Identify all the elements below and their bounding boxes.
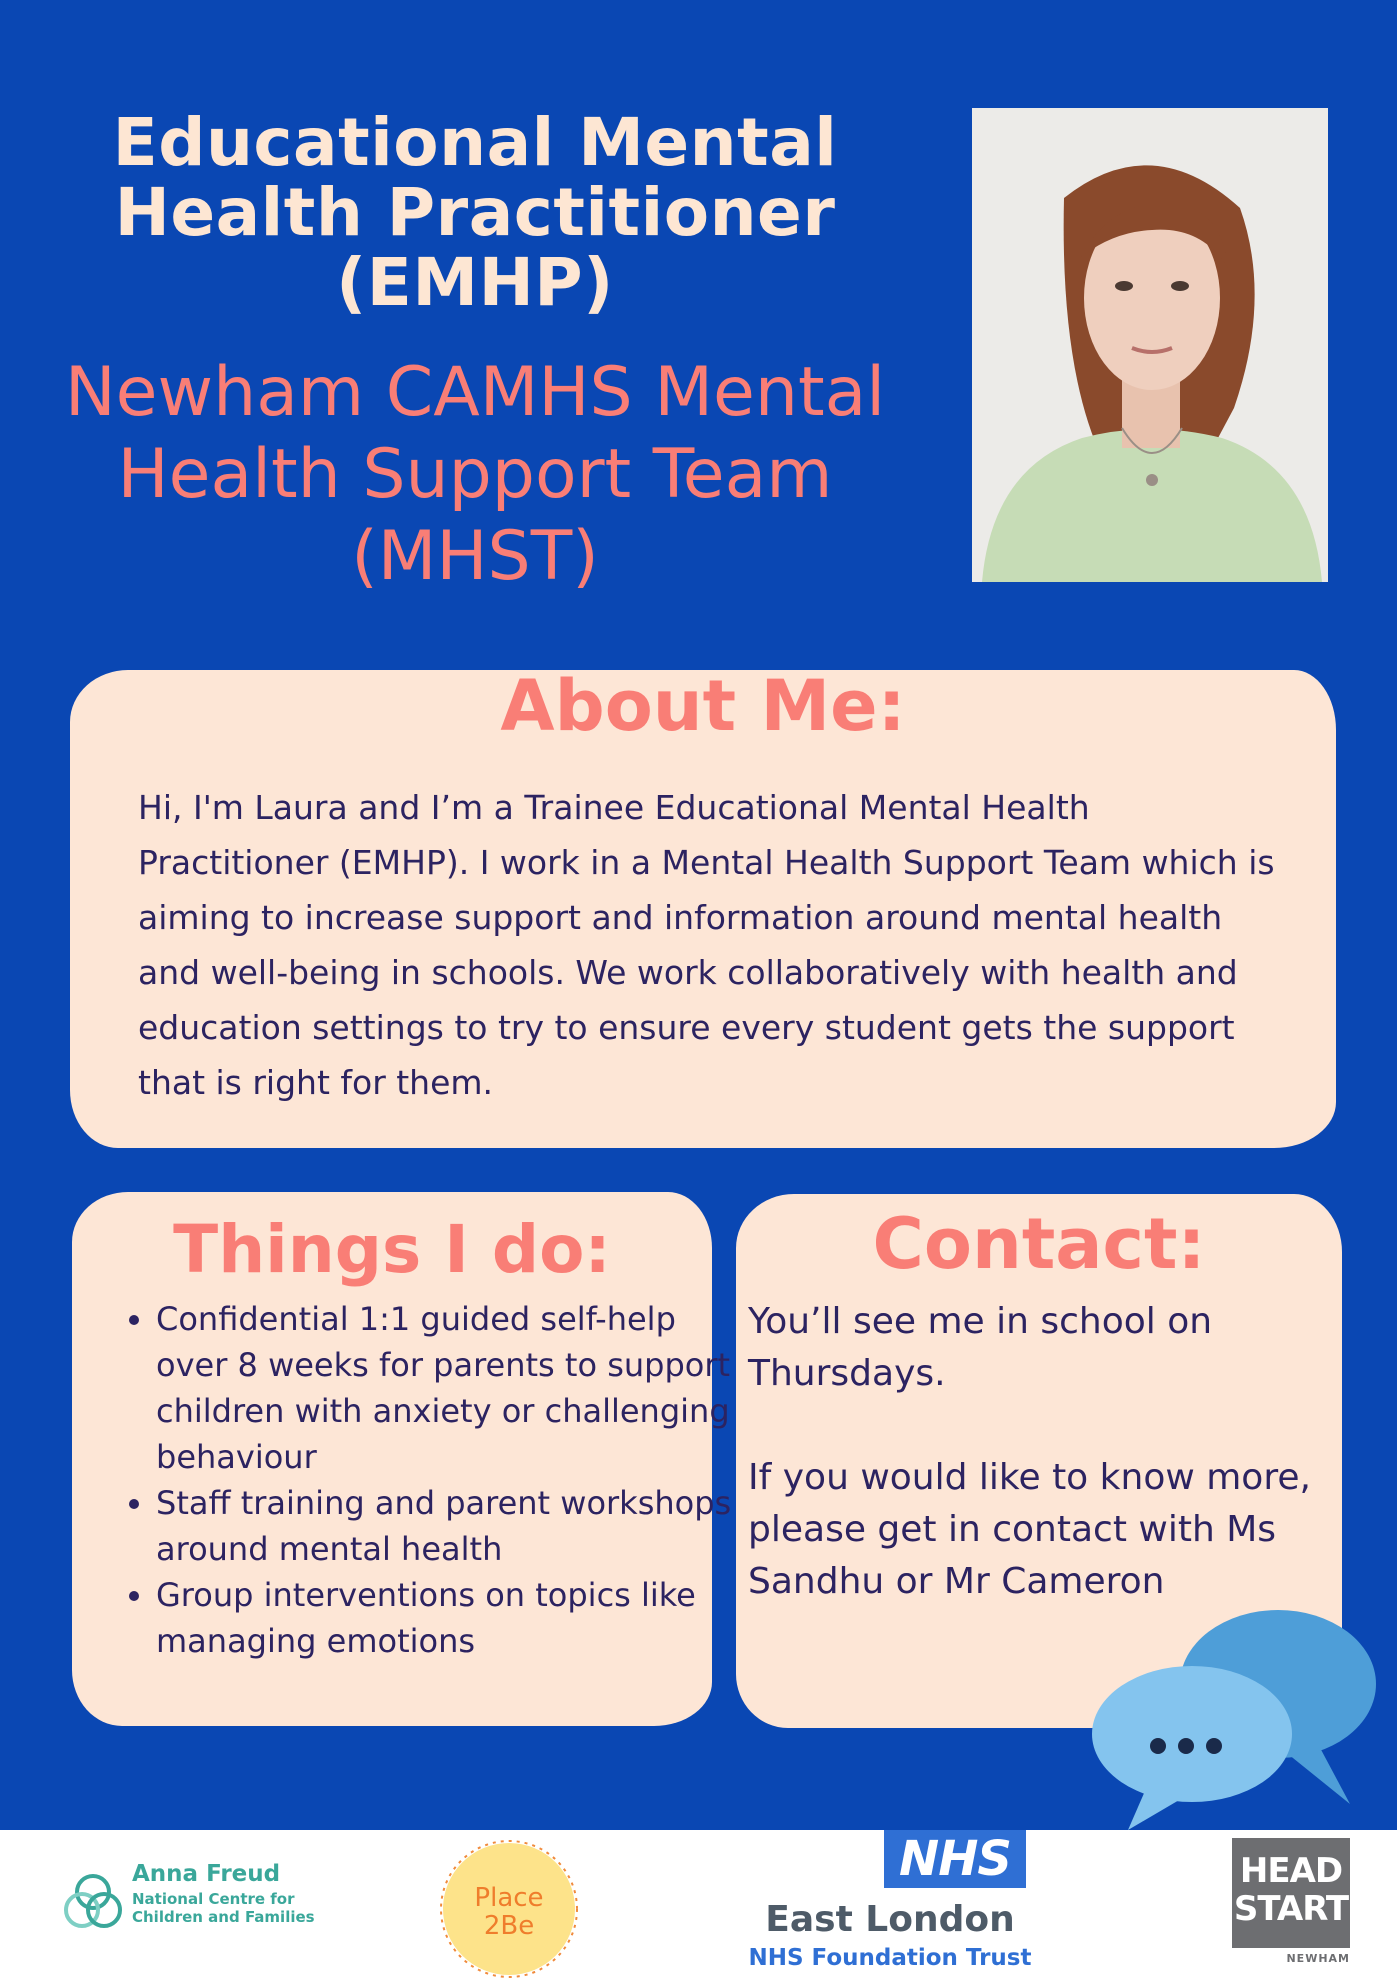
headstart-logo <box>1232 1838 1350 1972</box>
speech-bubbles-icon <box>1078 1604 1378 1834</box>
about-text: Hi, I'm Laura and I’m a Trainee Educational Mental Health Practitioner (EMHP). I work in a Mental Health Support Team which is aiming to increase support and information around mental health and well-being in schools. We work collaboratively with health and education settings to try to ensure every student gets the support that is right for them. <box>138 788 1275 1102</box>
things-card <box>72 1192 732 1726</box>
nhs-east-london-logo <box>740 1830 1040 1980</box>
nhs-badge: NHS <box>884 1830 1026 1888</box>
contact-schedule-text: You’ll see me in school on Thursdays. <box>748 1301 1213 1394</box>
anna-freud-knot-icon <box>62 1870 124 1932</box>
anna-freud-name: Anna Freud <box>132 1861 281 1887</box>
page-subtitle: Newham CAMHS Mental Health Support Team (MHST) <box>64 353 886 596</box>
anna-freud-logo <box>62 1860 332 1950</box>
partner-logos-footer <box>0 1830 1397 1980</box>
place2be-text: Place 2Be <box>474 1883 544 1941</box>
place2be-logo <box>434 1838 584 1980</box>
contact-info-text: If you would like to know more, please get in contact with Ms Sandhu or Mr Cameron <box>748 1457 1311 1602</box>
about-heading: About Me: <box>500 665 906 747</box>
things-heading: Things I do: <box>173 1211 611 1288</box>
profile-photo <box>972 108 1328 582</box>
anna-freud-subtitle: National Centre for Children and Families <box>132 1890 315 1926</box>
nhs-organisation: East London <box>765 1899 1015 1940</box>
about-card <box>70 665 1336 1148</box>
headstart-subtitle: NEWHAM <box>1286 1952 1350 1965</box>
page-title: Educational Mental Health Practitioner (EMHP) <box>112 104 838 321</box>
list-item: • Staff training and parent workshops around mental health <box>156 1480 746 1572</box>
list-item: • Confidential 1:1 guided self-help over 8 weeks for parents to support children with anxiety or challenging behaviour <box>156 1296 746 1480</box>
headstart-box: HEAD START <box>1232 1838 1350 1948</box>
list-item: • Group interventions on topics like managing emotions <box>156 1572 746 1664</box>
nhs-trust: NHS Foundation Trust <box>748 1945 1032 1971</box>
contact-heading: Contact: <box>872 1203 1206 1285</box>
things-list <box>112 1296 746 1664</box>
